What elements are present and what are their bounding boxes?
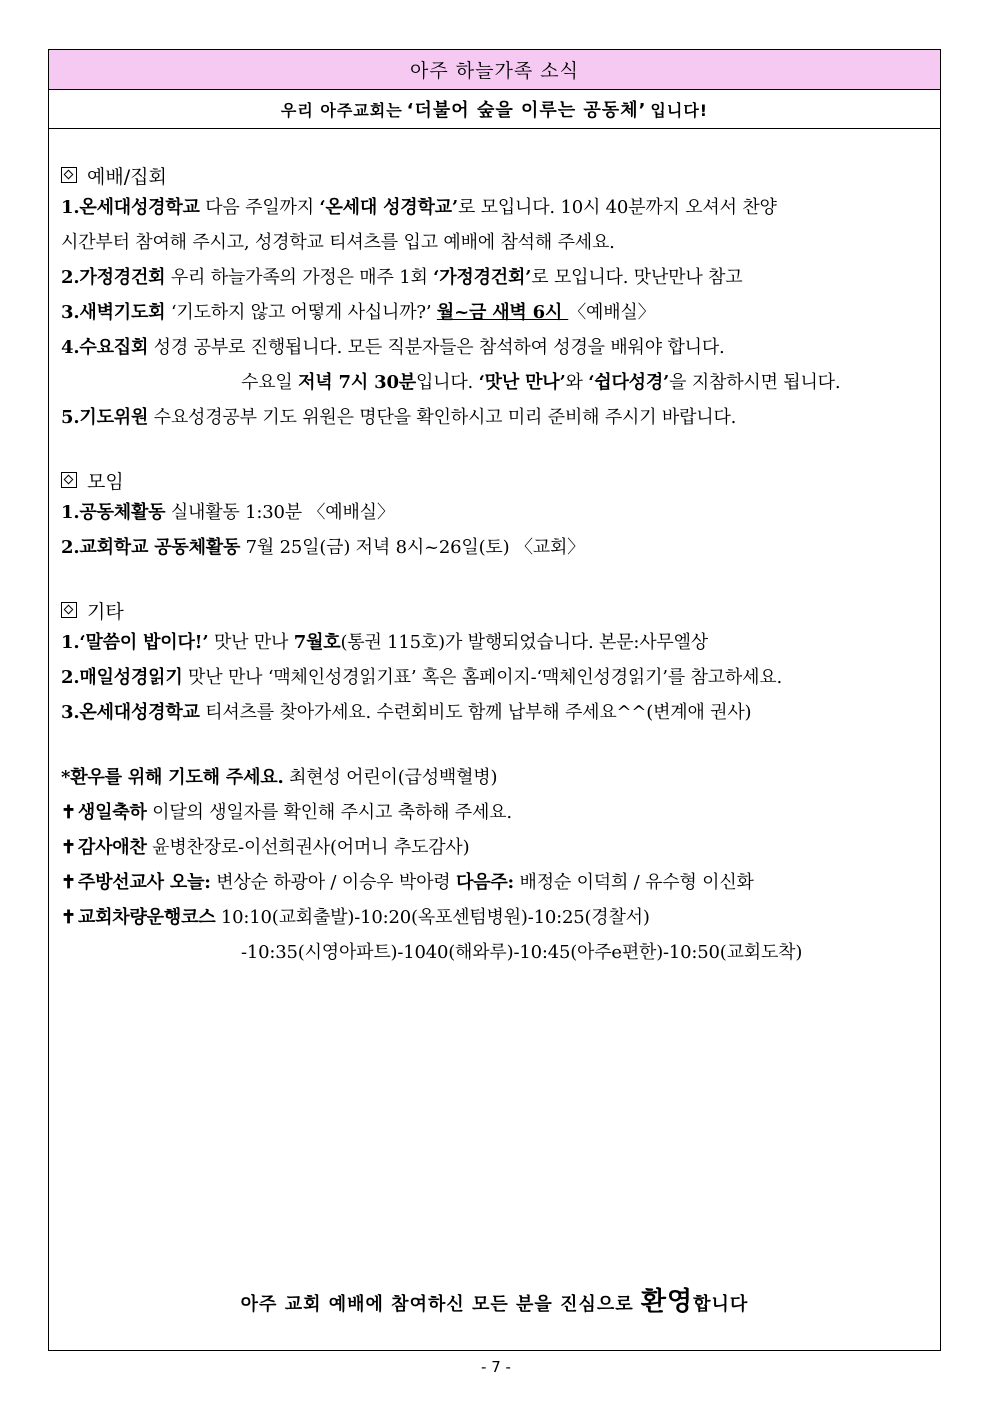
content [61,160,936,970]
item-label: 생일축하 [77,802,147,823]
item-label: 주방선교사 오늘: [77,872,211,893]
item-label: 3.온세대성경학교 [61,702,200,723]
page-number: - 7 - [481,1358,511,1376]
item-label: *환우를 위해 기도해 주세요. [61,767,284,788]
cross-icon: ✝ [61,907,76,928]
item-label: 1.공동체활동 [61,502,166,523]
item-text: 로 모입니다. 10시 40분까지 오셔서 찬양 [457,197,777,218]
etc-item-3 [61,695,936,730]
section-title: 모임 [87,470,124,493]
item-text: 〈예배실〉 [568,302,656,323]
subtitle-post: 입니다! [650,100,709,120]
section-title: 기타 [87,600,124,623]
item-label: 1.온세대성경학교 [61,197,200,218]
item-text: 맛난 만나 [208,632,294,653]
cross-icon: ✝ [61,802,76,823]
item-text: 와 [565,372,589,393]
cross-icon: ✝ [61,837,76,858]
item-bold: ‘맛난 만나’ [478,372,566,393]
item-text: 입니다. [415,372,479,393]
item-text: 10:10(교회출발)-10:20(옥포센텀병원)-10:25(경찰서) [215,907,650,928]
item-text: 최현성 어린이(급성백혈병) [283,767,498,788]
item-bold: 다음주: [455,872,514,893]
section-title: 예배/집회 [87,165,167,188]
notice-thanks [61,830,936,865]
subtitle [49,90,940,129]
item-label: 1.‘말씀이 밥이다!’ [61,632,209,653]
welcome-big: 환영 [640,1287,694,1317]
item-text: 우리 하늘가족의 가정은 매주 1회 [165,267,434,288]
subtitle-emphasis: ‘더불어 숲을 이루는 공동체’ [406,100,647,121]
worship-item-2 [61,260,936,295]
item-text: (통권 115호)가 발행되었습니다. 본문:사무엘상 [340,632,708,653]
bulletin-frame [48,49,941,1351]
notice-vehicle-cont: -10:35(시영아파트)-1040(해와루)-10:45(아주e편한)-10:50(교회도착) [241,942,803,963]
item-label: 감사애찬 [77,837,147,858]
welcome-pre: 아주 교회 예배에 참여하신 모든 분을 진심으로 [240,1294,641,1315]
section-bullet-icon [61,167,77,183]
item-text: 을 지참하시면 됩니다. [669,372,841,393]
item-label: 2.가정경건회 [61,267,166,288]
item-text: 다음 주일까지 [199,197,320,218]
section-meeting-heading [61,465,936,495]
section-bullet-icon [61,602,77,618]
item-label: 3.새벽기도회 [61,302,166,323]
item-label: 2.교회학교 공동체활동 [61,537,241,558]
item-bold: 월~금 새벽 6시 [436,302,569,323]
etc-item-1 [61,625,936,660]
item-label: 4.수요집회 [61,337,149,358]
section-bullet-icon [61,472,77,488]
item-bold: ‘온세대 성경학교’ [319,197,458,218]
item-text: 로 모입니다. 맛난만나 참고 [531,267,743,288]
item-text: 이달의 생일자를 확인해 주시고 축하해 주세요. [146,802,512,823]
item-text: 티셔츠를 찾아가세요. 수련회비도 함께 납부해 주세요^^(변계애 권사) [199,702,752,723]
item-text: 수요성경공부 기도 위원은 명단을 확인하시고 미리 준비해 주시기 바랍니다. [148,407,737,428]
item-text: 7월 25일(금) 저녁 8시~26일(토) 〈교회〉 [240,537,585,558]
worship-item-3 [61,295,936,330]
page-title: 아주 하늘가족 소식 [49,50,940,90]
item-bold: ‘쉽다성경’ [588,372,670,393]
item-label: 2.매일성경읽기 [61,667,183,688]
meeting-item-2 [61,530,936,565]
item-bold: 7월호 [293,632,341,653]
item-text: 변상순 하광아 / 이승우 박아령 [210,872,456,893]
worship-item-1-cont: 시간부터 참여해 주시고, 성경학교 티셔츠를 입고 예배에 참석해 주세요. [61,232,615,253]
notice-vehicle [61,900,936,935]
notice-prayer [61,760,936,795]
item-text: 윤병찬장로-이선희권사(어머니 추도감사) [146,837,470,858]
meeting-item-1 [61,495,936,530]
item-text: ‘기도하지 않고 어떻게 사십니까?’ [165,302,437,323]
item-bold: 저녁 7시 30분 [298,372,416,393]
item-text: 실내활동 1:30분 〈예배실〉 [165,502,395,523]
worship-item-5 [61,400,936,435]
subtitle-pre: 우리 아주교회는 [280,100,403,120]
section-etc-heading [61,595,936,625]
welcome-post: 합니다 [693,1294,749,1315]
item-text: 맛난 만나 ‘맥체인성경읽기표’ 혹은 홈페이지-‘맥체인성경읽기’를 참고하세요. [182,667,782,688]
item-text: 배정순 이덕희 / 유수형 이신화 [513,872,754,893]
item-label: 교회차량운행코스 [77,907,216,928]
notice-kitchen [61,865,936,900]
welcome-message [49,1281,940,1318]
notice-birthday [61,795,936,830]
cross-icon: ✝ [61,872,76,893]
item-label: 5.기도위원 [61,407,149,428]
etc-item-2 [61,660,936,695]
worship-item-4 [61,330,936,365]
worship-item-4-cont [61,365,936,400]
worship-item-1 [61,190,936,225]
section-worship-heading [61,160,936,190]
item-bold: ‘가정경건회’ [433,267,532,288]
item-text: 성경 공부로 진행됩니다. 모든 직분자들은 참석하여 성경을 배워야 합니다. [148,337,725,358]
item-text: 수요일 [241,372,299,393]
